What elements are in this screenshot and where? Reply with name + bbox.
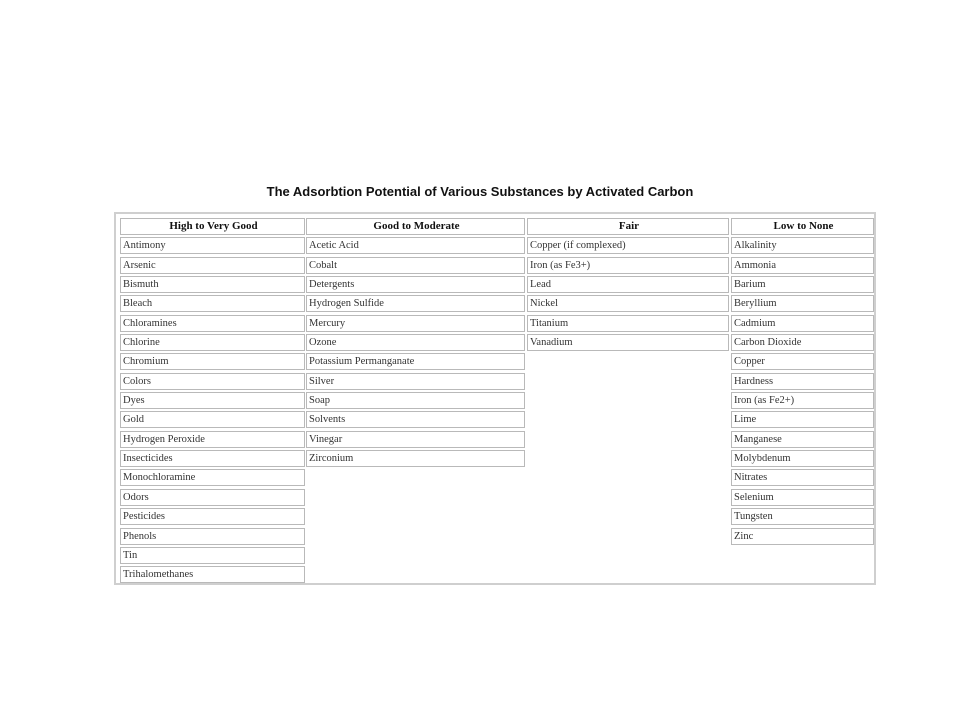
table-cell: Dyes	[120, 392, 305, 409]
table-cell: Carbon Dioxide	[731, 334, 874, 351]
table-cell: Alkalinity	[731, 237, 874, 254]
table-cell: Insecticides	[120, 450, 305, 467]
table-cell: Acetic Acid	[306, 237, 525, 254]
table-cell: Cobalt	[306, 257, 525, 274]
table-cell: Copper	[731, 353, 874, 370]
table-cell: Trihalomethanes	[120, 566, 305, 583]
table-cell: Lime	[731, 411, 874, 428]
table-cell: Beryllium	[731, 295, 874, 312]
table-cell: Chloramines	[120, 315, 305, 332]
table-cell: Phenols	[120, 528, 305, 545]
table-cell: Tungsten	[731, 508, 874, 525]
table-cell: Tin	[120, 547, 305, 564]
column-header: Fair	[527, 218, 729, 235]
table-cell: Iron (as Fe2+)	[731, 392, 874, 409]
table-cell: Ammonia	[731, 257, 874, 274]
adsorption-table	[114, 212, 876, 585]
column-header: High to Very Good	[120, 218, 305, 235]
table-cell: Mercury	[306, 315, 525, 332]
column-high-to-very-good	[120, 218, 305, 586]
table-cell: Hydrogen Sulfide	[306, 295, 525, 312]
table-cell: Antimony	[120, 237, 305, 254]
table-cell: Hydrogen Peroxide	[120, 431, 305, 448]
table-cell: Chromium	[120, 353, 305, 370]
table-cell: Solvents	[306, 411, 525, 428]
table-cell: Barium	[731, 276, 874, 293]
table-cell: Bismuth	[120, 276, 305, 293]
table-title: The Adsorbtion Potential of Various Substances by Activated Carbon	[266, 184, 694, 199]
table-cell: Copper (if complexed)	[527, 237, 729, 254]
table-cell: Soap	[306, 392, 525, 409]
table-cell: Iron (as Fe3+)	[527, 257, 729, 274]
table-cell: Detergents	[306, 276, 525, 293]
table-cell: Hardness	[731, 373, 874, 390]
table-cell: Arsenic	[120, 257, 305, 274]
table-cell: Potassium Permanganate	[306, 353, 525, 370]
column-good-to-moderate	[306, 218, 525, 469]
table-cell: Silver	[306, 373, 525, 390]
table-cell: Pesticides	[120, 508, 305, 525]
table-cell: Lead	[527, 276, 729, 293]
table-cell: Ozone	[306, 334, 525, 351]
table-cell: Monochloramine	[120, 469, 305, 486]
column-fair	[527, 218, 729, 353]
table-cell: Chlorine	[120, 334, 305, 351]
table-cell: Nitrates	[731, 469, 874, 486]
table-cell: Odors	[120, 489, 305, 506]
table-cell: Molybdenum	[731, 450, 874, 467]
table-cell: Cadmium	[731, 315, 874, 332]
column-header: Good to Moderate	[306, 218, 525, 235]
table-cell: Vanadium	[527, 334, 729, 351]
table-cell: Bleach	[120, 295, 305, 312]
table-cell: Zinc	[731, 528, 874, 545]
table-cell: Nickel	[527, 295, 729, 312]
table-cell: Gold	[120, 411, 305, 428]
table-cell: Titanium	[527, 315, 729, 332]
table-cell: Selenium	[731, 489, 874, 506]
column-header: Low to None	[731, 218, 874, 235]
column-low-to-none	[731, 218, 874, 547]
table-cell: Colors	[120, 373, 305, 390]
table-cell: Vinegar	[306, 431, 525, 448]
table-cell: Manganese	[731, 431, 874, 448]
table-cell: Zirconium	[306, 450, 525, 467]
